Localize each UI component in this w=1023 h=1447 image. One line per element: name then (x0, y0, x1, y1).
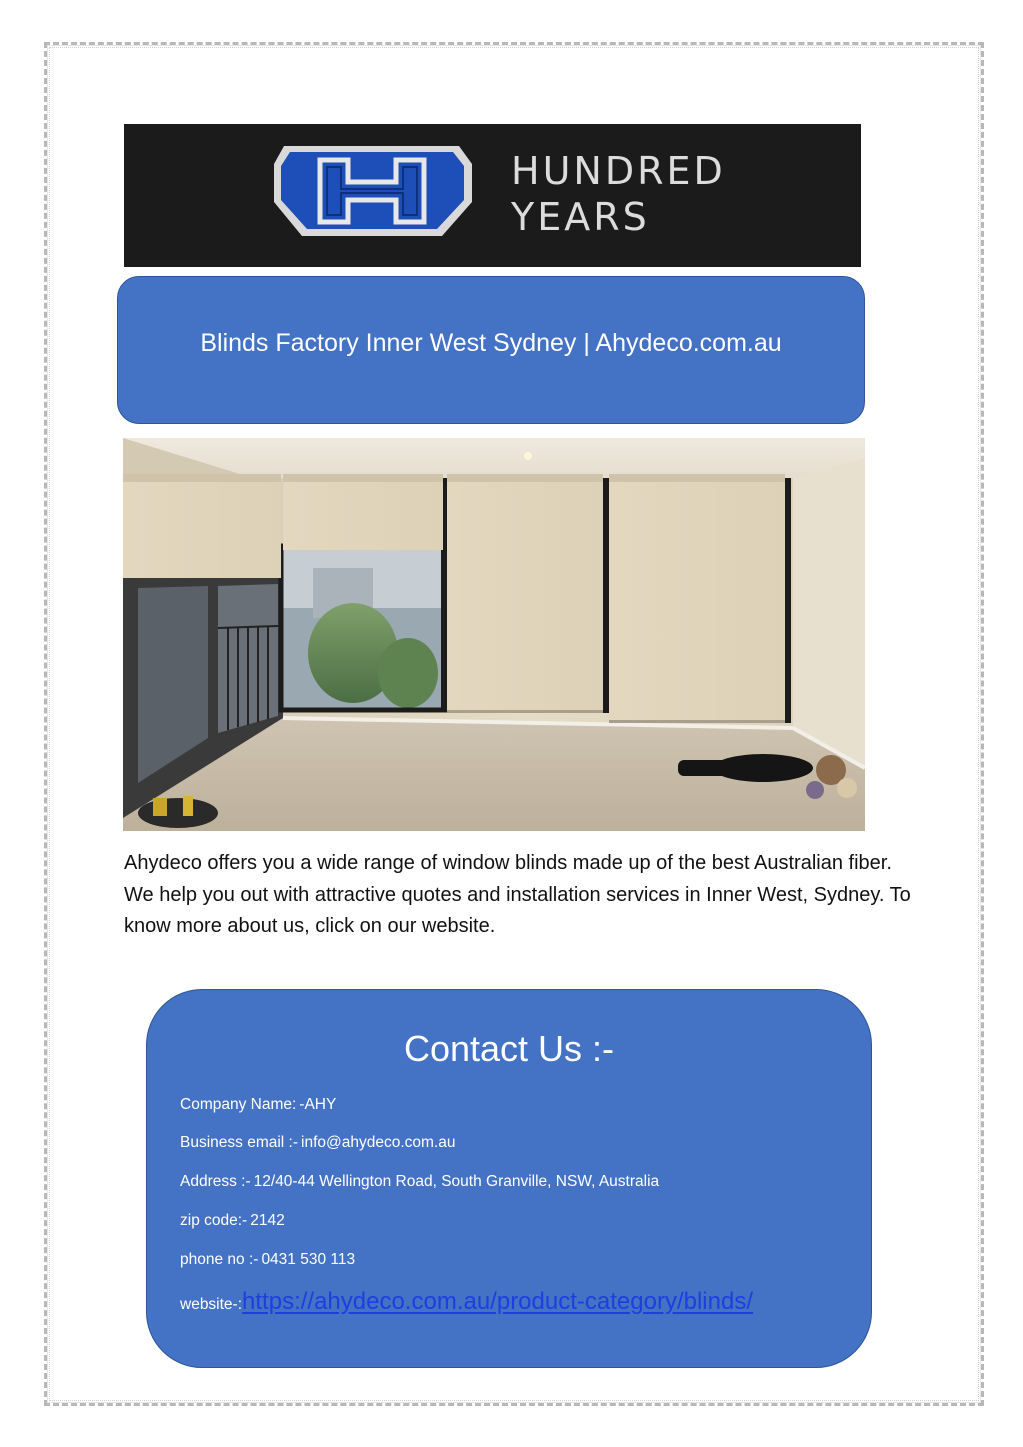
company-name-label: Company Name: (180, 1096, 297, 1113)
logo-wordmark (511, 148, 726, 240)
business-email-label: Business email :- (180, 1134, 299, 1151)
website-line (180, 1288, 753, 1316)
phone-value: 0431 530 113 (261, 1251, 356, 1268)
phone-line (180, 1251, 355, 1269)
business-email-value: info@ahydeco.com.au (301, 1134, 456, 1151)
business-email-line (180, 1134, 455, 1152)
company-name-line (180, 1096, 336, 1114)
description-paragraph: Ahydeco offers you a wide range of window blinds made up of the best Australian fiber. We help you out with attractive quotes and installation services in Inner West, Sydney. To know more about us, click on our website. (124, 852, 911, 937)
contact-box (146, 989, 872, 1368)
phone-label: phone no :- (180, 1251, 259, 1268)
website-label: website-: (180, 1296, 243, 1313)
contact-heading: Contact Us :- (403, 1028, 615, 1069)
logo-line-2: YEARS (511, 195, 650, 239)
website-link[interactable]: https://ahydeco.com.au/product-category/blinds/ (242, 1288, 753, 1315)
zip-code-line (180, 1212, 285, 1230)
zip-code-value: 2142 (250, 1212, 285, 1229)
company-name-value: -AHY (299, 1096, 337, 1113)
address-line (180, 1173, 659, 1191)
room-with-roller-blinds-photo (123, 438, 865, 831)
company-logo-banner (124, 124, 861, 267)
shield-logo-icon (124, 124, 861, 267)
address-value: 12/40-44 Wellington Road, South Granville, NSW, Australia (253, 1173, 660, 1190)
address-label: Address :- (180, 1173, 251, 1190)
page-title: Blinds Factory Inner West Sydney | Ahydeco.com.au (200, 329, 782, 357)
zip-code-label: zip code:- (180, 1212, 248, 1229)
logo-line-1: HUNDRED (511, 149, 726, 193)
title-box (117, 276, 865, 424)
